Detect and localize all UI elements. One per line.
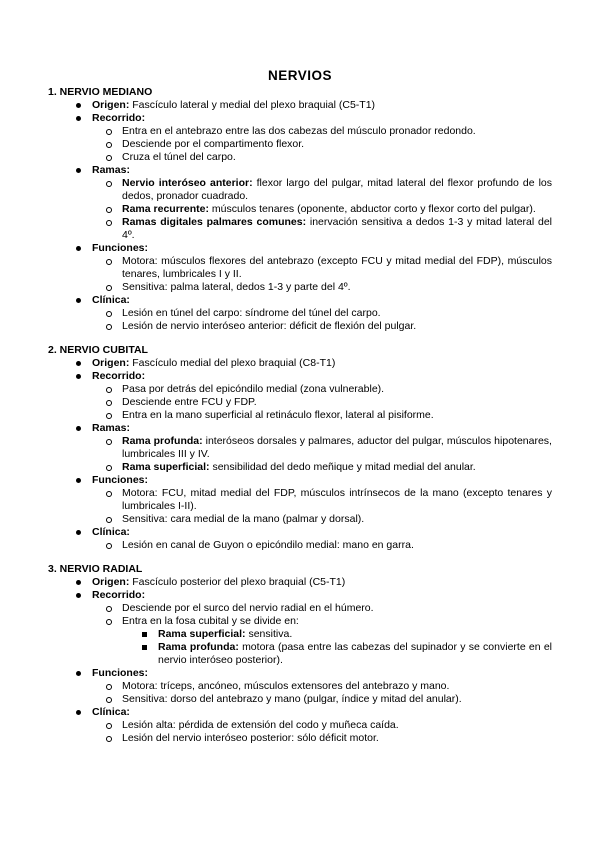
item-text: Lesión alta: pérdida de extensión del codo y muñeca caída. (122, 719, 399, 731)
list-item (48, 667, 552, 680)
item-label: Recorrido: (92, 112, 146, 124)
bullet-icon (76, 164, 81, 177)
hollow-bullet-icon-shape (106, 517, 112, 523)
item-label: Clínica: (92, 294, 130, 306)
square-bullet-icon (142, 628, 147, 641)
hollow-bullet-icon (106, 151, 112, 165)
bullet-icon-shape (76, 671, 81, 676)
list-item (48, 294, 552, 307)
list-item (48, 602, 552, 615)
bullet-icon-shape (76, 361, 81, 366)
item-text: Lesión del nervio interóseo posterior: sólo déficit motor. (122, 732, 379, 744)
list-item (48, 435, 552, 461)
hollow-bullet-icon (106, 487, 112, 501)
list-item (48, 474, 552, 487)
item-text: Lesión en túnel del carpo: síndrome del túnel del carpo. (122, 307, 381, 319)
item-text: Entra en el antebrazo entre las dos cabezas del músculo pronador redondo. (122, 125, 476, 137)
hollow-bullet-icon-shape (106, 311, 112, 317)
list-item (48, 641, 552, 667)
bullet-icon-shape (76, 426, 81, 431)
bullet-icon (76, 576, 81, 589)
hollow-bullet-icon-shape (106, 181, 112, 187)
item-text: Motora: FCU, mitad medial del FDP, músculos intrínsecos de la mano (excepto tenares y lumbricales I-II). (122, 487, 552, 512)
item-label: Recorrido: (92, 589, 146, 601)
hollow-bullet-icon (106, 513, 112, 527)
hollow-bullet-icon (106, 307, 112, 321)
hollow-bullet-icon (106, 203, 112, 217)
hollow-bullet-icon (106, 615, 112, 629)
list-item (48, 281, 552, 294)
hollow-bullet-icon (106, 539, 112, 553)
list-item (48, 706, 552, 719)
hollow-bullet-icon-shape (106, 129, 112, 135)
document-title: NERVIOS (267, 68, 333, 83)
item-label: Funciones: (92, 667, 149, 679)
item-label: Clínica: (92, 526, 130, 538)
section-heading: 3. NERVIO RADIAL (48, 563, 143, 575)
bullet-icon-shape (76, 374, 81, 379)
item-text: músculos tenares (oponente, abductor corto y flexor corto del pulgar). (208, 203, 536, 215)
list-item (48, 357, 552, 370)
hollow-bullet-icon-shape (106, 155, 112, 161)
item-text: Motora: tríceps, ancóneo, músculos extensores del antebrazo y mano. (122, 680, 450, 692)
hollow-bullet-icon-shape (106, 697, 112, 703)
hollow-bullet-icon-shape (106, 465, 112, 471)
bullet-icon-shape (76, 168, 81, 173)
hollow-bullet-icon (106, 461, 112, 475)
list-item (48, 526, 552, 539)
item-text: Fascículo medial del plexo braquial (C8-T1) (129, 357, 336, 369)
item-text: Desciende por el surco del nervio radial en el húmero. (122, 602, 374, 614)
hollow-bullet-icon (106, 732, 112, 746)
hollow-bullet-icon (106, 383, 112, 397)
hollow-bullet-icon-shape (106, 723, 112, 729)
list-item (48, 576, 552, 589)
item-label: Funciones: (92, 242, 149, 254)
item-label: Rama profunda: (158, 641, 239, 653)
sections-container (48, 86, 552, 745)
bullet-icon (76, 370, 81, 383)
bullet-icon-shape (76, 580, 81, 585)
list-item (48, 99, 552, 112)
list-item (48, 615, 552, 628)
item-text: Sensitiva: palma lateral, dedos 1-3 y parte del 4º. (122, 281, 351, 293)
bullet-icon-shape (76, 116, 81, 121)
hollow-bullet-icon-shape (106, 142, 112, 148)
list-item (48, 732, 552, 745)
hollow-bullet-icon-shape (106, 400, 112, 406)
hollow-bullet-icon (106, 719, 112, 733)
square-bullet-icon (142, 641, 147, 654)
item-label: Nervio interóseo anterior: (122, 177, 253, 189)
list-item (48, 320, 552, 333)
bullet-icon-shape (76, 103, 81, 108)
item-text: Pasa por detrás del epicóndilo medial (zona vulnerable). (122, 383, 385, 395)
hollow-bullet-icon (106, 680, 112, 694)
item-text: Entra en la fosa cubital y se divide en: (122, 615, 299, 627)
list-item (48, 177, 552, 203)
hollow-bullet-icon-shape (106, 220, 112, 226)
list-item (48, 203, 552, 216)
item-text: Desciende por el compartimento flexor. (122, 138, 305, 150)
hollow-bullet-icon (106, 255, 112, 269)
bullet-icon (76, 357, 81, 370)
item-text: Motora: músculos flexores del antebrazo (excepto FCU y mitad medial del FDP), músculos tenares, lumbricales I y II. (122, 255, 552, 280)
bullet-icon-shape (76, 298, 81, 303)
item-label: Rama superficial: (122, 461, 210, 473)
list-item (48, 370, 552, 383)
bullet-icon (76, 526, 81, 539)
hollow-bullet-icon-shape (106, 736, 112, 742)
item-text: motora (pasa entre las cabezas del supinador y se convierte en el nervio interóseo posterior). (158, 641, 552, 666)
hollow-bullet-icon (106, 177, 112, 191)
hollow-bullet-icon-shape (106, 207, 112, 213)
hollow-bullet-icon-shape (106, 324, 112, 330)
list-item (48, 513, 552, 526)
list-item (48, 409, 552, 422)
item-label: Recorrido: (92, 370, 146, 382)
item-label: Rama superficial: (158, 628, 246, 640)
section-spacer (48, 552, 552, 563)
hollow-bullet-icon-shape (106, 619, 112, 625)
list-item (48, 138, 552, 151)
list-item (48, 307, 552, 320)
item-label: Origen: (92, 357, 130, 369)
bullet-icon-shape (76, 478, 81, 483)
section-spacer (48, 333, 552, 344)
hollow-bullet-icon (106, 409, 112, 423)
item-text: interóseos dorsales y palmares, aductor del pulgar, músculos hipotenares, lumbricales III y IV. (122, 435, 552, 460)
item-text: Sensitiva: dorso del antebrazo y mano (pulgar, índice y mitad del anular). (122, 693, 462, 705)
hollow-bullet-icon-shape (106, 413, 112, 419)
item-text: Lesión de nervio interóseo anterior: déficit de flexión del pulgar. (122, 320, 417, 332)
item-text: inervación sensitiva a dedos 1-3 y mitad lateral del 4º. (122, 216, 552, 241)
item-label: Origen: (92, 576, 130, 588)
list-item (48, 589, 552, 602)
hollow-bullet-icon (106, 693, 112, 707)
list-item (48, 125, 552, 138)
document-page (48, 68, 552, 745)
hollow-bullet-icon (106, 281, 112, 295)
bullet-icon (76, 706, 81, 719)
bullet-icon (76, 112, 81, 125)
hollow-bullet-icon-shape (106, 259, 112, 265)
hollow-bullet-icon (106, 125, 112, 139)
list-item (48, 112, 552, 125)
section-heading: 2. NERVIO CUBITAL (48, 344, 148, 356)
list-item (48, 216, 552, 242)
list-item (48, 680, 552, 693)
hollow-bullet-icon (106, 138, 112, 152)
item-text: Desciende entre FCU y FDP. (122, 396, 257, 408)
item-text: Fascículo lateral y medial del plexo braquial (C5-T1) (129, 99, 376, 111)
hollow-bullet-icon (106, 216, 112, 230)
hollow-bullet-icon (106, 320, 112, 334)
hollow-bullet-icon (106, 435, 112, 449)
hollow-bullet-icon (106, 602, 112, 616)
list-item (48, 242, 552, 255)
item-text: Fascículo posterior del plexo braquial (C5-T1) (129, 576, 346, 588)
item-label: Ramas: (92, 164, 130, 176)
bullet-icon (76, 242, 81, 255)
square-bullet-icon-shape (142, 645, 147, 650)
list-item (48, 164, 552, 177)
bullet-icon (76, 422, 81, 435)
list-item (48, 396, 552, 409)
item-label: Ramas digitales palmares comunes: (122, 216, 307, 228)
bullet-icon (76, 99, 81, 112)
bullet-icon (76, 474, 81, 487)
hollow-bullet-icon-shape (106, 543, 112, 549)
list-item (48, 719, 552, 732)
item-label: Origen: (92, 99, 130, 111)
bullet-icon (76, 294, 81, 307)
item-label: Ramas: (92, 422, 130, 434)
hollow-bullet-icon-shape (106, 387, 112, 393)
hollow-bullet-icon-shape (106, 491, 112, 497)
item-label: Rama recurrente: (122, 203, 209, 215)
bullet-icon-shape (76, 246, 81, 251)
bullet-icon-shape (76, 530, 81, 535)
list-item (48, 255, 552, 281)
bullet-icon (76, 589, 81, 602)
list-item (48, 422, 552, 435)
item-text: flexor largo del pulgar, mitad lateral del flexor profundo de los dedos, pronador cuadrado. (122, 177, 552, 202)
item-text: Sensitiva: cara medial de la mano (palmar y dorsal). (122, 513, 365, 525)
item-text: Cruza el túnel del carpo. (122, 151, 236, 163)
hollow-bullet-icon (106, 396, 112, 410)
hollow-bullet-icon-shape (106, 606, 112, 612)
bullet-icon-shape (76, 710, 81, 715)
item-label: Funciones: (92, 474, 149, 486)
section-heading: 1. NERVIO MEDIANO (48, 86, 153, 98)
list-item (48, 151, 552, 164)
square-bullet-icon-shape (142, 632, 147, 637)
bullet-icon-shape (76, 593, 81, 598)
hollow-bullet-icon-shape (106, 684, 112, 690)
list-item (48, 461, 552, 474)
hollow-bullet-icon-shape (106, 285, 112, 291)
list-item (48, 487, 552, 513)
item-text: sensitiva. (245, 628, 293, 640)
item-text: sensibilidad del dedo meñique y mitad medial del anular. (209, 461, 476, 473)
item-label: Clínica: (92, 706, 130, 718)
list-item (48, 693, 552, 706)
list-item (48, 539, 552, 552)
list-item (48, 628, 552, 641)
hollow-bullet-icon-shape (106, 439, 112, 445)
bullet-icon (76, 667, 81, 680)
item-text: Entra en la mano superficial al retináculo flexor, lateral al pisiforme. (122, 409, 434, 421)
item-text: Lesión en canal de Guyon o epicóndilo medial: mano en garra. (122, 539, 414, 551)
list-item (48, 383, 552, 396)
item-label: Rama profunda: (122, 435, 203, 447)
